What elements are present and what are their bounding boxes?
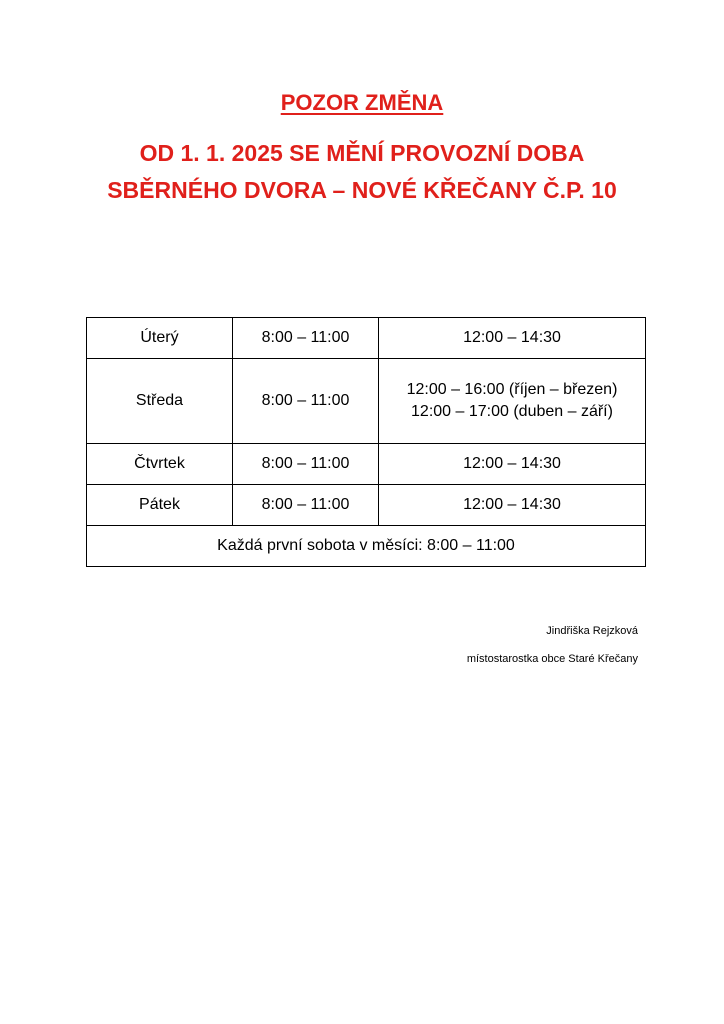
notice-headline-line-1: OD 1. 1. 2025 SE MĚNÍ PROVOZNÍ DOBA [139, 140, 585, 166]
table-row-saturday [87, 526, 646, 567]
morning-hours-cell: 8:00 – 11:00 [233, 359, 379, 444]
day-cell: Úterý [87, 318, 233, 359]
morning-hours-cell: 8:00 – 11:00 [233, 485, 379, 526]
day-cell: Čtvrtek [87, 444, 233, 485]
table-row-wednesday [87, 359, 646, 444]
afternoon-hours-summer-text: 12:00 – 17:00 (duben – září) [411, 403, 613, 420]
signature-name: Jindřiška Rejzková [546, 625, 638, 637]
afternoon-hours-cell [379, 318, 646, 359]
morning-hours-cell: 8:00 – 11:00 [233, 444, 379, 485]
table-row-thursday [87, 444, 646, 485]
afternoon-hours-winter-text: 12:00 – 16:00 (říjen – březen) [406, 381, 618, 398]
table-row-tuesday [87, 318, 646, 359]
morning-hours-cell: 8:00 – 11:00 [233, 318, 379, 359]
afternoon-hours-cell [379, 444, 646, 485]
afternoon-hours-text: 12:00 – 14:30 [463, 329, 561, 346]
notice-warning-title: POZOR ZMĚNA [280, 90, 444, 115]
afternoon-hours-text: 12:00 – 14:30 [463, 455, 561, 472]
day-cell: Středa [87, 359, 233, 444]
saturday-note-cell: Každá první sobota v měsíci: 8:00 – 11:00 [87, 526, 646, 567]
signature-role: místostarostka obce Staré Křečany [466, 653, 638, 665]
opening-hours-table [86, 317, 646, 567]
afternoon-hours-text: 12:00 – 14:30 [463, 496, 561, 513]
afternoon-hours-cell [379, 359, 646, 444]
notice-headline-line-2: SBĚRNÉHO DVORA – NOVÉ KŘEČANY Č.P. 10 [107, 177, 617, 203]
afternoon-hours-cell [379, 485, 646, 526]
day-cell: Pátek [87, 485, 233, 526]
table-row-friday [87, 485, 646, 526]
